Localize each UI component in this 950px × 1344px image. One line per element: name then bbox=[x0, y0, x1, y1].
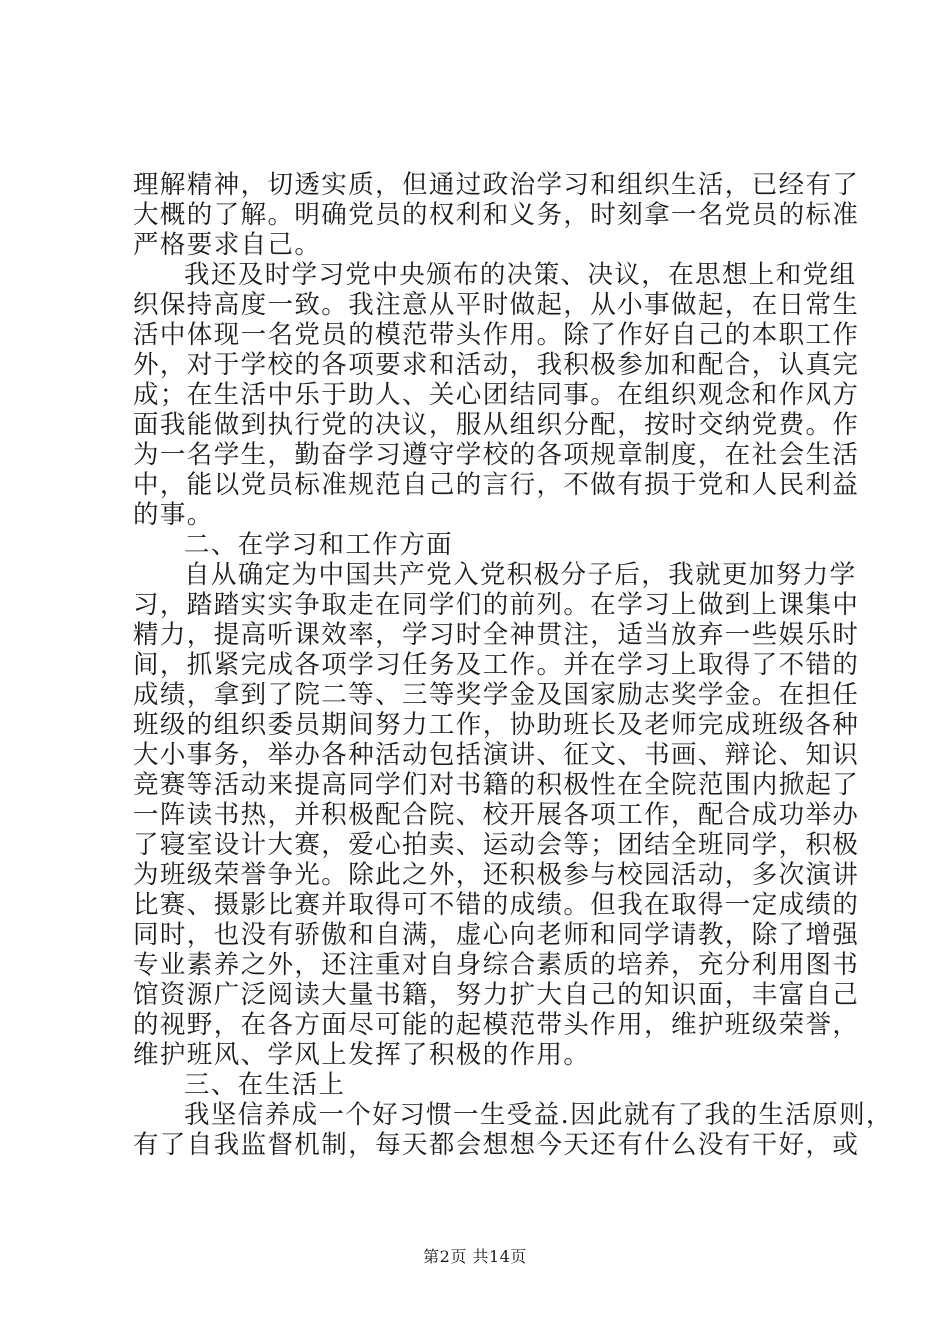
text-line: 精力，提高听课效率，学习时全神贯注，适当放弃一些娱乐时 bbox=[133, 620, 860, 650]
page-number-footer: 第2页 共14页 bbox=[423, 1247, 527, 1266]
text-line: 一阵读书热，并积极配合院、校开展各项工作，配合成功举办 bbox=[133, 800, 860, 830]
document-body bbox=[133, 170, 893, 1160]
text-line: 大概的了解。明确党员的权利和义务，时刻拿一名党员的标准 bbox=[133, 200, 860, 230]
text-line: 我还及时学习党中央颁布的决策、决议，在思想上和党组 bbox=[184, 260, 857, 290]
text-line: 三、在生活上 bbox=[184, 1070, 346, 1100]
text-line: 我坚信养成一个好习惯一生受益.因此就有了我的生活原则， bbox=[184, 1100, 893, 1130]
text-line: 二、在学习和工作方面 bbox=[184, 530, 454, 560]
text-line: 间，抓紧完成各项学习任务及工作。并在学习上取得了不错的 bbox=[133, 650, 860, 680]
text-line: 外，对于学校的各项要求和活动，我积极参加和配合，认真完 bbox=[133, 350, 860, 380]
text-line: 自从确定为中国共产党入党积极分子后，我就更加努力学 bbox=[184, 560, 857, 590]
text-line: 成；在生活中乐于助人、关心团结同事。在组织观念和作风方 bbox=[133, 380, 860, 410]
text-line: 班级的组织委员期间努力工作，协助班长及老师完成班级各种 bbox=[133, 710, 860, 740]
text-line: 大小事务，举办各种活动包括演讲、征文、书画、辩论、知识 bbox=[133, 740, 860, 770]
text-line: 的事。 bbox=[133, 500, 214, 530]
text-line: 习，踏踏实实争取走在同学们的前列。在学习上做到上课集中 bbox=[133, 590, 860, 620]
text-line: 有了自我监督机制，每天都会想想今天还有什么没有干好，或 bbox=[133, 1130, 860, 1160]
text-line: 的视野，在各方面尽可能的起模范带头作用，维护班级荣誉， bbox=[133, 1010, 860, 1040]
text-line: 比赛、摄影比赛并取得可不错的成绩。但我在取得一定成绩的 bbox=[133, 890, 860, 920]
text-line: 面我能做到执行党的决议，服从组织分配，按时交纳党费。作 bbox=[133, 410, 860, 440]
text-line: 织保持高度一致。我注意从平时做起，从小事做起，在日常生 bbox=[133, 290, 860, 320]
text-line: 专业素养之外，还注重对自身综合素质的培养，充分利用图书 bbox=[133, 950, 860, 980]
text-line: 了寝室设计大赛，爱心拍卖、运动会等；团结全班同学，积极 bbox=[133, 830, 860, 860]
text-line: 活中体现一名党员的模范带头作用。除了作好自己的本职工作 bbox=[133, 320, 860, 350]
text-line: 维护班风、学风上发挥了积极的作用。 bbox=[133, 1040, 591, 1070]
text-line: 严格要求自己。 bbox=[133, 230, 322, 260]
text-line: 为一名学生，勤奋学习遵守学校的各项规章制度，在社会生活 bbox=[133, 440, 860, 470]
text-line: 成绩，拿到了院二等、三等奖学金及国家励志奖学金。在担任 bbox=[133, 680, 860, 710]
text-line: 馆资源广泛阅读大量书籍，努力扩大自己的知识面，丰富自己 bbox=[133, 980, 860, 1010]
text-line: 中，能以党员标准规范自己的言行，不做有损于党和人民利益 bbox=[133, 470, 860, 500]
text-line: 理解精神，切透实质，但通过政治学习和组织生活，已经有了 bbox=[133, 170, 860, 200]
text-line: 竞赛等活动来提高同学们对书籍的积极性在全院范围内掀起了 bbox=[133, 770, 860, 800]
text-line: 同时，也没有骄傲和自满，虚心向老师和同学请教，除了增强 bbox=[133, 920, 860, 950]
text-line: 为班级荣誉争光。除此之外，还积极参与校园活动，多次演讲 bbox=[133, 860, 860, 890]
